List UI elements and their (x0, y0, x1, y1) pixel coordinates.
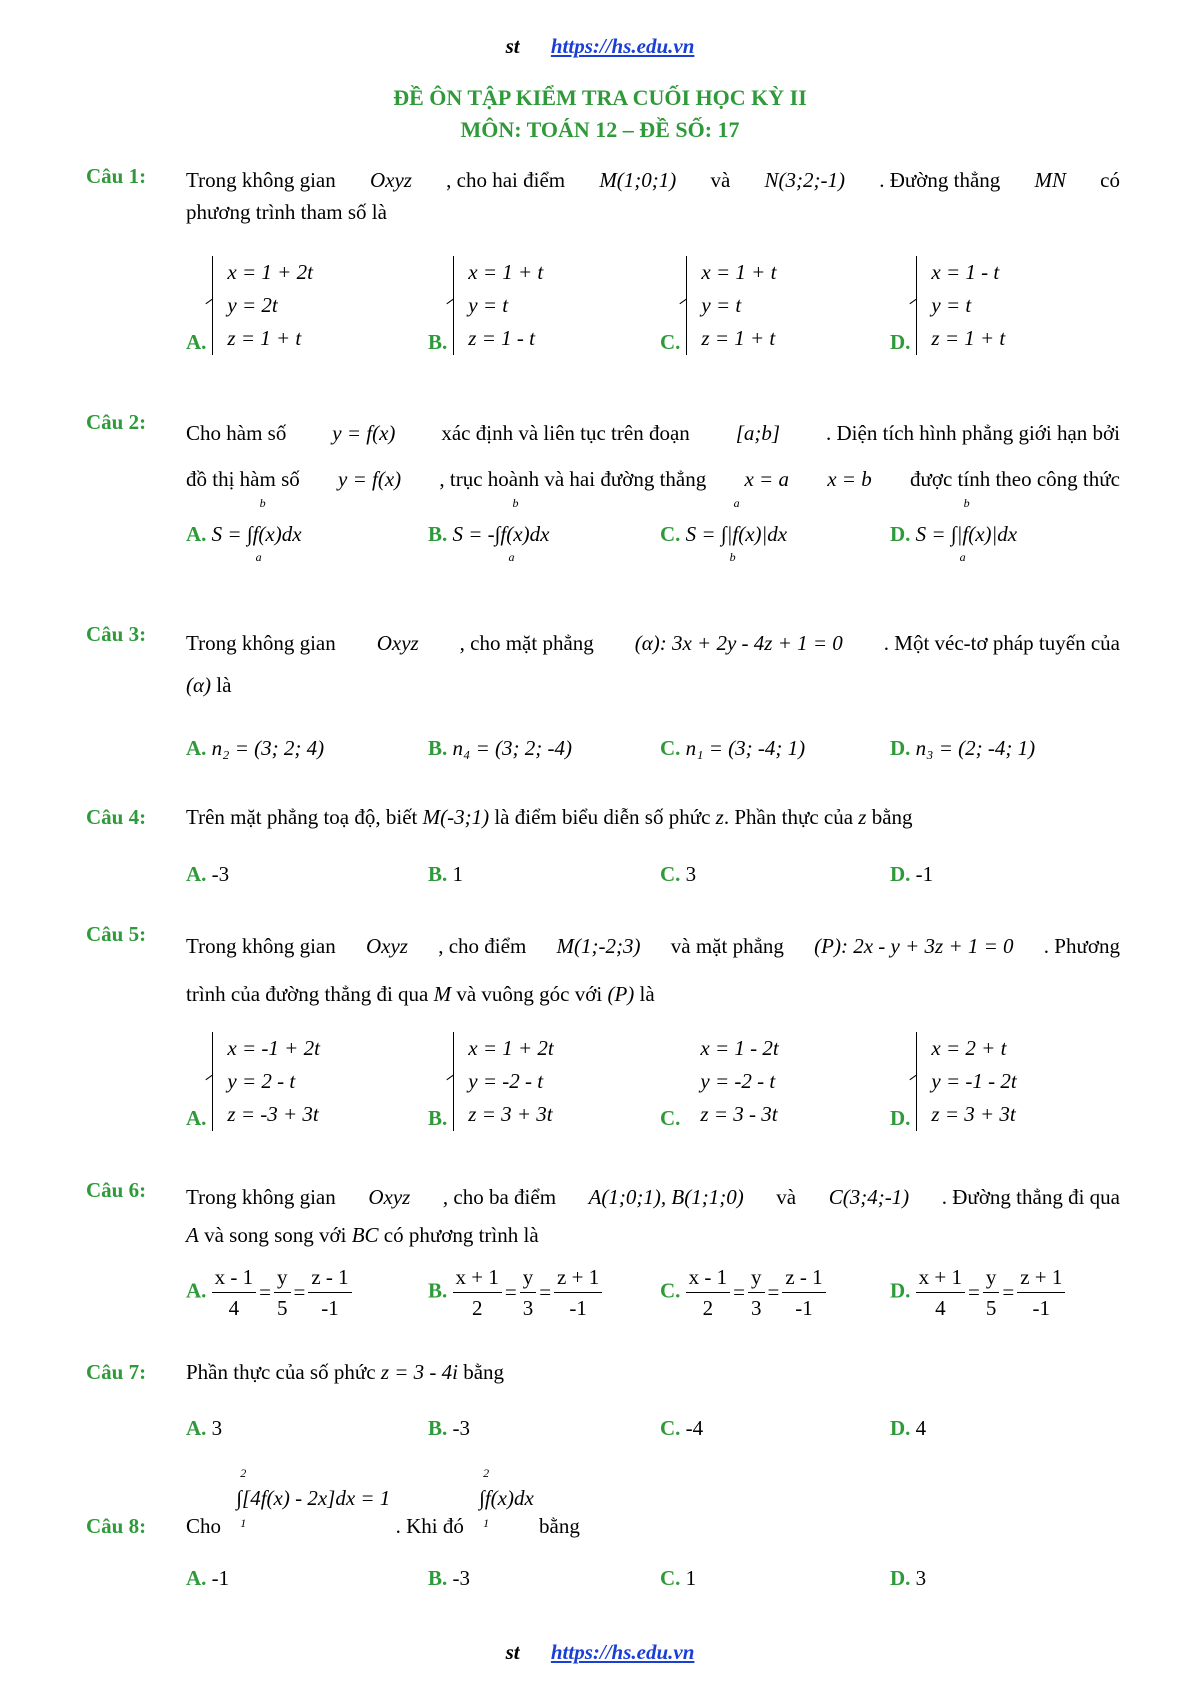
math: Oxyz (366, 934, 408, 958)
page-header (0, 34, 1200, 59)
text: có phương trình là (383, 1223, 539, 1247)
formula: S = ∫|f(x)|dx (685, 522, 788, 546)
fraction (453, 1262, 502, 1323)
math: [a;b] (735, 421, 781, 445)
eq-line: z = 1 + t (701, 326, 776, 350)
integral-formula (452, 496, 550, 564)
option-b[interactable] (428, 496, 550, 564)
question-number: Câu 3: (86, 622, 147, 646)
equation-system (686, 256, 776, 355)
text: . Phần thực của (723, 805, 854, 829)
eq-line: x = 1 - t (931, 260, 1000, 284)
denominator: 2 (471, 1296, 483, 1320)
lower-limit: a (959, 550, 966, 564)
upper-limit: b (259, 496, 266, 510)
math: (P) (607, 982, 635, 1006)
text: . Khi đó (395, 1514, 464, 1538)
option-label: C. (660, 1566, 681, 1590)
option-a[interactable] (186, 1566, 229, 1591)
math: y = f(x) (332, 421, 396, 445)
text: và (776, 1185, 797, 1209)
upper-limit: a (733, 496, 740, 510)
denominator: -1 (1032, 1296, 1051, 1320)
math: z (858, 805, 867, 829)
normal-vector: n₃ = (2; -4; 1) (915, 736, 1036, 760)
fraction (520, 1262, 537, 1323)
eq-line: x = 1 + t (701, 260, 777, 284)
numerator: x - 1 (212, 1262, 257, 1293)
math: (P): 2x - y + 3z + 1 = 0 (814, 934, 1014, 958)
option-a[interactable] (186, 1032, 320, 1131)
header-link[interactable]: https://hs.edu.vn (550, 34, 695, 58)
eq-line: y = t (468, 293, 509, 317)
fraction (212, 1262, 257, 1323)
math: x = b (827, 467, 872, 491)
option-label: D. (890, 736, 911, 760)
lower-limit: a (255, 550, 262, 564)
answer: 1 (685, 1566, 697, 1590)
text: được tính theo công thức (909, 467, 1120, 491)
normal-vector: n₁ = (3; -4; 1) (685, 736, 806, 760)
eq-line: x = 2 + t (931, 1036, 1007, 1060)
math: A(1;0;1), B(1;1;0) (588, 1185, 744, 1209)
math: M(-3;1) (422, 805, 490, 829)
option-b[interactable] (428, 1566, 470, 1591)
formula: S = -∫f(x)dx (452, 522, 550, 546)
option-b[interactable] (428, 1416, 470, 1441)
eq-line: y = t (931, 293, 972, 317)
option-b[interactable] (428, 736, 572, 761)
eq-line: x = 1 - 2t (700, 1036, 779, 1060)
math: z = 3 - 4i (380, 1360, 458, 1384)
text: Cho hàm số (186, 421, 287, 445)
option-label: B. (428, 736, 448, 760)
denominator: 3 (522, 1296, 534, 1320)
option-b[interactable] (428, 256, 543, 355)
answer: 3 (211, 1416, 223, 1440)
text: Trong không gian (186, 168, 336, 192)
math: Oxyz (369, 168, 412, 192)
fraction (916, 1262, 965, 1323)
eq-line: z = 3 - 3t (700, 1102, 778, 1126)
option-label: A. (186, 736, 207, 760)
question-text (186, 805, 1120, 830)
question-text (186, 1178, 1120, 1254)
eq-line: y = 2t (227, 293, 278, 317)
fraction (782, 1262, 825, 1323)
option-label: C. (660, 1106, 681, 1130)
text: . Đường thẳng đi qua (941, 1185, 1120, 1209)
text: phương trình tham số là (186, 200, 387, 224)
text: xác định và liên tục trên đoạn (441, 421, 690, 445)
option-label: A. (186, 330, 207, 354)
numerator: z + 1 (554, 1262, 602, 1293)
option-label: C. (660, 736, 681, 760)
equation-system (453, 1032, 554, 1131)
option-label: B. (428, 522, 448, 546)
text: Cho (186, 1514, 222, 1538)
option-d[interactable] (890, 1032, 1017, 1131)
math: M(1;-2;3) (556, 934, 641, 958)
eq-line: y = t (701, 293, 742, 317)
option-label: C. (660, 522, 681, 546)
lower-limit: 1 (483, 1516, 490, 1530)
header-prefix: st (505, 34, 520, 58)
math: M(1;0;1) (599, 168, 677, 192)
option-d[interactable]: D. $\frac{x + 1}{4}$ = $\frac{y}{5}$ = $\frac{z + 1}{-1}$ (890, 1262, 1065, 1323)
question-number: Câu 6: (86, 1178, 147, 1202)
text: bằng (539, 1514, 580, 1538)
numerator: x - 1 (686, 1262, 731, 1293)
text: , cho hai điểm (446, 168, 566, 192)
equation-system (212, 1032, 320, 1131)
question-text (186, 922, 1120, 1018)
option-c[interactable] (660, 496, 788, 564)
integral-formula (685, 496, 788, 564)
math: y = f(x) (338, 467, 402, 491)
integral-condition (236, 1466, 391, 1530)
option-label: C. (660, 862, 681, 886)
upper-limit: 2 (483, 1466, 490, 1480)
lower-limit: a (508, 550, 515, 564)
integral-formula (211, 496, 302, 564)
eq-line: x = 1 + 2t (227, 260, 313, 284)
denominator: 5 (277, 1296, 288, 1320)
option-label: B. (428, 1566, 448, 1590)
option-label: B. (428, 1278, 448, 1303)
option-d[interactable] (890, 496, 1018, 564)
option-c[interactable] (660, 256, 776, 355)
eq-line: z = 1 - t (468, 326, 535, 350)
math: MN (1034, 168, 1066, 192)
option-b[interactable]: B. $\frac{x + 1}{2}$ = $\frac{y}{3}$ = $\frac{z + 1}{-1}$ (428, 1262, 602, 1323)
equation-system (916, 1032, 1016, 1131)
denominator: 4 (228, 1296, 240, 1320)
denominator: 5 (985, 1296, 997, 1320)
upper-limit: 2 (240, 1466, 247, 1480)
text: và (710, 168, 731, 192)
text: là (639, 982, 655, 1006)
question-number: Câu 1: (86, 164, 147, 188)
upper-limit: b (512, 496, 519, 510)
equation-system (686, 1032, 778, 1131)
normal-vector: n₄ = (3; 2; -4) (452, 736, 572, 760)
text: và song song với (204, 1223, 347, 1247)
option-b[interactable] (428, 862, 463, 887)
option-label: D. (890, 862, 911, 886)
eq-line: y = -1 - 2t (931, 1069, 1017, 1093)
question-number: Câu 2: (86, 410, 147, 434)
formula: ∫[4f(x) - 2x]dx = 1 (236, 1486, 391, 1510)
option-c[interactable] (660, 1566, 696, 1591)
eq-line: z = 3 + 3t (468, 1102, 553, 1126)
option-label: B. (428, 862, 448, 886)
text: và mặt phẳng (670, 934, 784, 958)
fraction (308, 1262, 351, 1323)
fraction (274, 1262, 291, 1323)
math: N(3;2;-1) (764, 168, 845, 192)
footer-prefix: st (505, 1640, 520, 1664)
numerator: y (983, 1262, 1000, 1293)
lower-limit: b (729, 550, 736, 564)
option-a[interactable] (186, 496, 302, 564)
text: . Đường thẳng (879, 168, 1001, 192)
math: (α): 3x + 2y - 4z + 1 = 0 (634, 631, 843, 655)
option-c[interactable] (660, 862, 696, 887)
numerator: z - 1 (782, 1262, 825, 1293)
option-c[interactable]: C. $\frac{x - 1}{2}$ = $\frac{y}{3}$ = $\frac{z - 1}{-1}$ (660, 1262, 826, 1323)
integral-expression (479, 1466, 534, 1530)
text: , cho ba điểm (442, 1185, 557, 1209)
numerator: y (274, 1262, 291, 1293)
text: và vuông góc với (456, 982, 603, 1006)
text: Trong không gian (186, 1185, 336, 1209)
text: là (216, 673, 232, 697)
question-text (186, 410, 1120, 502)
text: , cho mặt phẳng (459, 631, 594, 655)
fraction (983, 1262, 1000, 1323)
text: . Phương (1043, 934, 1120, 958)
math: Oxyz (376, 631, 419, 655)
answer: -1 (211, 1566, 230, 1590)
math: M (433, 982, 452, 1006)
denominator: 3 (751, 1296, 762, 1320)
fraction (1017, 1262, 1065, 1323)
exam-subtitle: MÔN: TOÁN 12 – ĐỀ SỐ: 17 (460, 117, 740, 142)
text: đồ thị hàm số (186, 467, 300, 491)
equation-system (916, 256, 1005, 355)
option-label: D. (890, 1106, 911, 1130)
equation-system (453, 256, 543, 355)
option-label: A. (186, 1416, 207, 1440)
lower-limit: 1 (240, 1516, 247, 1530)
denominator: -1 (569, 1296, 587, 1320)
normal-vector: n₂ = (3; 2; 4) (211, 736, 325, 760)
option-c[interactable] (660, 1416, 703, 1441)
text: . Diện tích hình phẳng giới hạn bởi (826, 421, 1120, 445)
fraction (554, 1262, 602, 1323)
option-label: B. (428, 1106, 448, 1130)
option-label: C. (660, 1278, 681, 1303)
denominator: -1 (795, 1296, 813, 1320)
answer: 3 (915, 1566, 927, 1590)
option-label: D. (890, 330, 911, 354)
eq-line: x = -1 + 2t (227, 1036, 320, 1060)
option-label: C. (660, 1416, 681, 1440)
text: Trong không gian (186, 631, 336, 655)
option-label: B. (428, 1416, 448, 1440)
option-d[interactable] (890, 1566, 926, 1591)
math: A (186, 1223, 199, 1247)
answer: 3 (685, 862, 697, 886)
question-number: Câu 8: (86, 1514, 147, 1538)
question-number: Câu 4: (86, 805, 147, 829)
math: Oxyz (368, 1185, 411, 1209)
text: . Một véc-tơ pháp tuyến của (883, 631, 1120, 655)
eq-line: z = 3 + 3t (931, 1102, 1016, 1126)
exam-title: ĐỀ ÔN TẬP KIỂM TRA CUỐI HỌC KỲ II (393, 85, 807, 110)
option-a[interactable] (186, 256, 313, 355)
option-label: A. (186, 1106, 207, 1130)
option-label: D. (890, 522, 911, 546)
math: z (715, 805, 724, 829)
eq-line: x = 1 + t (468, 260, 544, 284)
numerator: y (748, 1262, 765, 1293)
option-a[interactable] (186, 1416, 222, 1441)
equation-system (212, 256, 313, 355)
option-label: C. (660, 330, 681, 354)
text: Trong không gian (186, 934, 336, 958)
text: là điểm biểu diễn số phức (494, 805, 711, 829)
option-c[interactable] (660, 736, 805, 761)
question-number: Câu 5: (86, 922, 147, 946)
denominator: 2 (702, 1296, 714, 1320)
option-a[interactable]: A. $\frac{x - 1}{4}$ = $\frac{y}{5}$ = $\frac{z - 1}{-1}$ (186, 1262, 352, 1323)
question-text (186, 622, 1120, 706)
denominator: -1 (321, 1296, 339, 1320)
answer: -4 (685, 1416, 704, 1440)
math: C(3;4;-1) (828, 1185, 910, 1209)
option-d[interactable] (890, 862, 933, 887)
text: Trên mặt phẳng toạ độ, biết (186, 805, 418, 829)
option-a[interactable] (186, 736, 324, 761)
option-d[interactable] (890, 1416, 926, 1441)
text: bằng (463, 1360, 505, 1384)
option-label: A. (186, 862, 207, 886)
fraction (748, 1262, 765, 1323)
footer-link[interactable]: https://hs.edu.vn (550, 1640, 695, 1664)
option-b[interactable] (428, 1032, 554, 1131)
question-text (186, 164, 1120, 228)
math: BC (351, 1223, 379, 1247)
option-label: A. (186, 522, 207, 546)
option-c[interactable] (660, 1032, 779, 1131)
text: có (1100, 168, 1120, 192)
question-text (186, 1360, 1120, 1385)
integral-formula (915, 496, 1018, 564)
numerator: x + 1 (453, 1262, 502, 1293)
question-number: Câu 7: (86, 1360, 147, 1384)
denominator: 4 (935, 1296, 946, 1320)
option-label: D. (890, 1278, 911, 1303)
option-a[interactable] (186, 862, 229, 887)
answer: 1 (452, 862, 464, 886)
text: , cho điểm (438, 934, 527, 958)
formula: S = ∫|f(x)|dx (915, 522, 1018, 546)
formula: ∫f(x)dx (479, 1486, 534, 1510)
numerator: y (520, 1262, 537, 1293)
numerator: z + 1 (1017, 1262, 1065, 1293)
text: , trục hoành và hai đường thẳng (439, 467, 707, 491)
numerator: x + 1 (916, 1262, 965, 1293)
page-footer (0, 1640, 1200, 1665)
eq-line: z = -3 + 3t (227, 1102, 319, 1126)
eq-line: y = -2 - t (468, 1069, 544, 1093)
eq-line: y = -2 - t (700, 1069, 776, 1093)
answer: -1 (915, 862, 934, 886)
option-d[interactable] (890, 256, 1005, 355)
option-label: B. (428, 330, 448, 354)
answer: -3 (452, 1566, 471, 1590)
eq-line: x = 1 + 2t (468, 1036, 554, 1060)
option-d[interactable] (890, 736, 1035, 761)
option-label: D. (890, 1416, 911, 1440)
upper-limit: b (963, 496, 970, 510)
option-label: A. (186, 1566, 207, 1590)
option-label: A. (186, 1278, 207, 1303)
formula: S = ∫f(x)dx (211, 522, 302, 546)
eq-line: z = 1 + t (931, 326, 1006, 350)
answer: -3 (452, 1416, 471, 1440)
text: trình của đường thẳng đi qua (186, 982, 429, 1006)
math: (α) (186, 673, 212, 697)
math: x = a (744, 467, 789, 491)
fraction (686, 1262, 731, 1323)
numerator: z - 1 (308, 1262, 351, 1293)
text: bằng (871, 805, 913, 829)
eq-line: y = 2 - t (227, 1069, 296, 1093)
answer: 4 (915, 1416, 927, 1440)
answer: -3 (211, 862, 230, 886)
question-text (186, 1466, 1120, 1539)
option-label: D. (890, 1566, 911, 1590)
text: Phần thực của số phức (186, 1360, 376, 1384)
eq-line: z = 1 + t (227, 326, 302, 350)
